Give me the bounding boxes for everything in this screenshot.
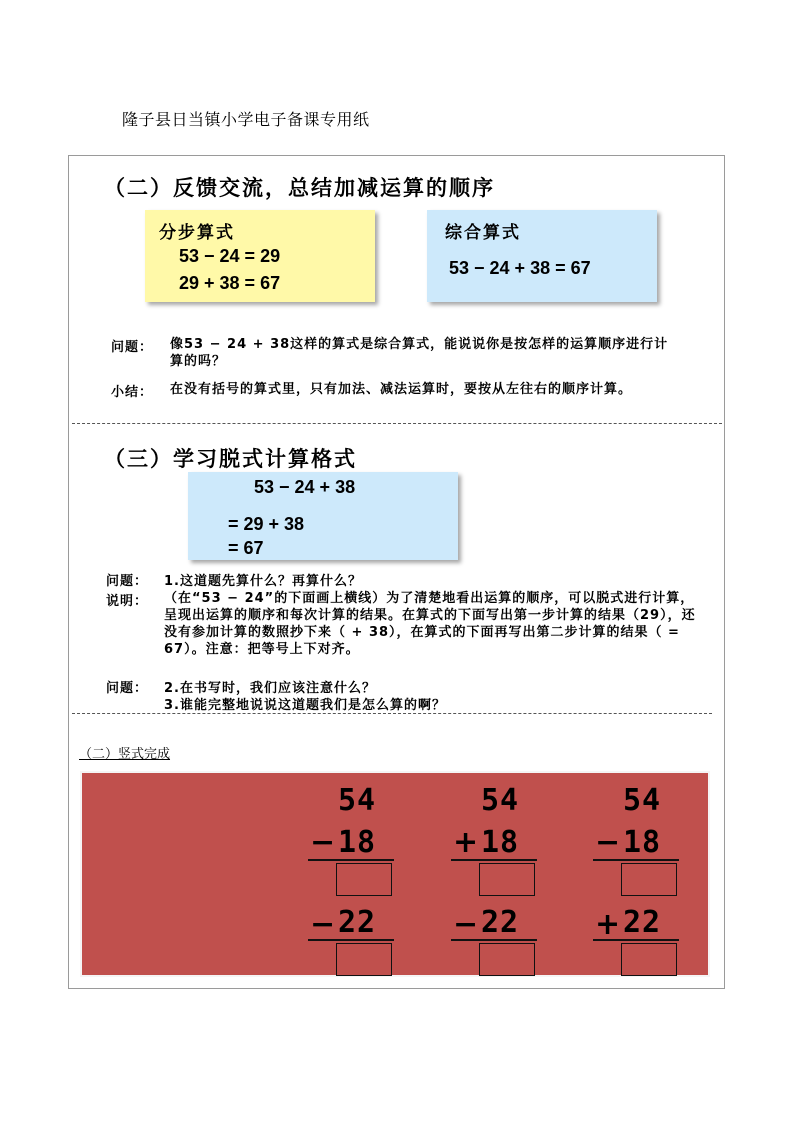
combined-formula-box (427, 210, 657, 302)
sum-line (451, 859, 537, 861)
stepwise-calc-box (188, 472, 458, 560)
third-number: 22 (481, 905, 520, 940)
combined-line-1: 53 − 24 + 38 = 67 (449, 258, 591, 278)
answer-box-1[interactable] (479, 863, 535, 896)
sum-line (451, 939, 537, 941)
vertical-column (593, 773, 683, 973)
answer-box-1[interactable] (336, 863, 392, 896)
summary-text: 在没有括号的算式里，只有加法、减法运算时，要按从左往右的顺序计算。 (170, 382, 633, 397)
explain-label: 说明： (106, 594, 149, 609)
top-number: 54 (623, 783, 662, 818)
section-divider-1 (72, 423, 722, 424)
operator-2: + (595, 907, 621, 942)
operator-2: − (453, 907, 479, 942)
operator-1: − (310, 825, 336, 860)
answer-box-2[interactable] (621, 943, 677, 976)
third-number: 22 (338, 905, 377, 940)
calc-line-2: = 29 + 38 (228, 514, 305, 534)
operator-1: + (453, 825, 479, 860)
section-divider-2 (72, 713, 712, 714)
vertical-section-title: （二）竖式完成 (79, 747, 171, 762)
step-line-1: 53 − 24 = 29 (179, 246, 281, 266)
second-number: 18 (623, 825, 662, 860)
calc-line-1: 53 − 24 + 38 (254, 477, 356, 497)
section3-title: （三）学习脱式计算格式 (104, 447, 357, 471)
sum-line (593, 939, 679, 941)
calc-line-3: = 67 (228, 538, 264, 558)
combined-box-label: 综合算式 (445, 223, 521, 243)
top-number: 54 (338, 783, 377, 818)
third-number: 22 (623, 905, 662, 940)
vertical-column (308, 773, 398, 973)
step-formula-box (145, 210, 375, 302)
q2-line-2: 3.谁能完整地说说这道题我们是怎么算的啊？ (164, 698, 446, 713)
operator-1: − (595, 825, 621, 860)
question-label: 问题： (111, 340, 154, 355)
second-number: 18 (338, 825, 377, 860)
explain-text: （在“53 − 24”的下面画上横线）为了清楚地看出运算的顺序，可以脱式进行计算，呈现出运算的顺序和每次计算的结果。在算式的下面写出第一步计算的结果（29），还没有参加计算的数照抄下来（ + 38），在算式的下面再写出第二步计算的结果（ = 67）。注意：把等号上下对齐。 (164, 591, 696, 657)
top-number: 54 (481, 783, 520, 818)
answer-box-1[interactable] (621, 863, 677, 896)
vertical-column (451, 773, 541, 973)
step-box-label: 分步算式 (159, 223, 235, 243)
q1-text: 1.这道题先算什么？再算什么？ (164, 574, 362, 589)
sum-line (593, 859, 679, 861)
sum-line (308, 859, 394, 861)
question-text: 像53 − 24 + 38这样的算式是综合算式，能说说你是按怎样的运算顺序进行计算的吗？ (170, 337, 669, 369)
summary-label: 小结： (111, 385, 154, 400)
answer-box-2[interactable] (479, 943, 535, 976)
step-line-2: 29 + 38 = 67 (179, 273, 281, 293)
second-number: 18 (481, 825, 520, 860)
section2-title: （二）反馈交流，总结加减运算的顺序 (104, 176, 495, 200)
vertical-calc-panel (80, 771, 710, 977)
operator-2: − (310, 907, 336, 942)
q2-line-1: 2.在书写时，我们应该注意什么？ (164, 681, 376, 696)
q1-label: 问题： (106, 574, 149, 589)
answer-box-2[interactable] (336, 943, 392, 976)
q2-label: 问题： (106, 681, 149, 696)
document-header: 隆子县日当镇小学电子备课专用纸 (122, 110, 370, 129)
sum-line (308, 939, 394, 941)
